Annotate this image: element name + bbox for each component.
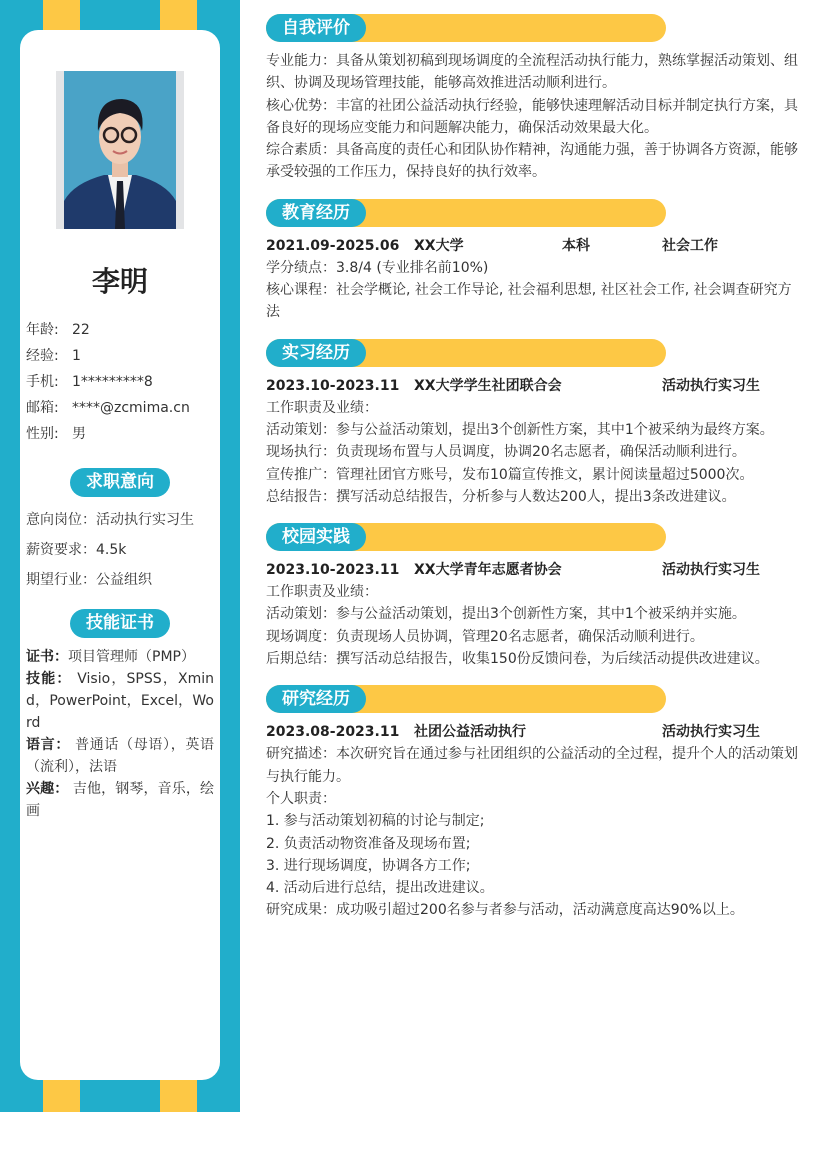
section-internship xyxy=(266,339,800,508)
info-value: ****@zcmima.cn xyxy=(72,400,190,416)
intent-list xyxy=(26,510,194,600)
text-line: 核心优势：丰富的社团公益活动执行经验，能够快速理解活动目标并制定执行方案，具备良好的现场应变能力和问题解决能力，确保活动效果最大化。 xyxy=(266,97,798,136)
entry-role: 活动执行实习生 xyxy=(662,377,760,394)
skill-label: 技能： xyxy=(26,671,72,687)
info-value: 1 xyxy=(72,348,81,364)
info-label: 年龄: xyxy=(26,322,59,338)
section-title: 校园实践 xyxy=(266,523,366,551)
entry-org: XX大学学生社团联合会 xyxy=(414,377,562,394)
text-line: 个人职责： xyxy=(266,790,336,807)
section-education xyxy=(266,199,800,324)
entry-header xyxy=(266,721,800,743)
skill-value: 吉他，钢琴，音乐，绘画 xyxy=(26,781,214,819)
entry-date: 2023.08-2023.11 xyxy=(266,724,400,741)
section-title: 教育经历 xyxy=(266,199,366,227)
basic-info xyxy=(26,320,190,450)
sidebar xyxy=(0,0,240,1112)
intent-heading: 求职意向 xyxy=(70,468,170,497)
section-self-evaluation xyxy=(266,14,800,184)
text-line: 学分绩点：3.8/4 (专业排名前10%) xyxy=(266,259,489,276)
bottom-stripe xyxy=(160,1080,197,1112)
info-label: 性别: xyxy=(26,426,59,442)
skill-label: 兴趣： xyxy=(26,781,69,797)
text-line: 专业能力：具备从策划初稿到现场调度的全流程活动执行能力，熟练掌握活动策划、组织、协调及现场管理技能，能够高效推进活动顺利进行。 xyxy=(266,53,798,92)
section-title: 实习经历 xyxy=(266,339,366,367)
intent-item: 意向岗位：活动执行实习生 xyxy=(26,512,194,528)
text-line: 2. 负责活动物资准备及现场布置; xyxy=(266,835,471,852)
entry-org: 社团公益活动执行 xyxy=(414,724,526,741)
entry-role: 活动执行实习生 xyxy=(662,562,760,579)
entry-header xyxy=(266,559,800,581)
profile-card xyxy=(20,30,220,1080)
section-title: 自我评价 xyxy=(266,14,366,42)
main-content xyxy=(266,14,800,937)
entry-date: 2023.10-2023.11 xyxy=(266,562,400,579)
section-header xyxy=(266,685,666,713)
entry-header xyxy=(266,375,800,397)
entry-org: XX大学青年志愿者协会 xyxy=(414,562,562,579)
text-line: 活动策划：参与公益活动策划，提出3个创新性方案，其中1个被采纳并实施。 xyxy=(266,606,746,623)
section-header xyxy=(266,199,666,227)
entry-degree: 本科 xyxy=(562,237,590,254)
text-line: 总结报告：撰写活动总结报告，分析参与人数达200人，提出3条改进建议。 xyxy=(266,488,736,505)
section-campus-practice xyxy=(266,523,800,670)
top-stripe xyxy=(160,0,197,30)
intent-item: 期望行业：公益组织 xyxy=(26,572,152,588)
text-line: 研究成果：成功吸引超过200名参与者参与活动，活动满意度高达90%以上。 xyxy=(266,902,744,919)
text-line: 后期总结：撰写活动总结报告，收集150份反馈问卷，为后续活动提供改进建议。 xyxy=(266,651,769,668)
entry-date: 2023.10-2023.11 xyxy=(266,377,400,394)
text-line: 现场调度：负责现场人员协调，管理20名志愿者，确保活动顺利进行。 xyxy=(266,628,704,645)
text-line: 工作职责及业绩： xyxy=(266,399,378,416)
top-stripe xyxy=(43,0,80,30)
text-line: 综合素质：具备高度的责任心和团队协作精神，沟通能力强，善于协调各方资源，能够承受较强的工作压力，保持良好的执行效率。 xyxy=(266,142,798,181)
skills-heading: 技能证书 xyxy=(70,609,170,638)
entry-date: 2021.09-2025.06 xyxy=(266,237,400,254)
text-line: 核心课程：社会学概论, 社会工作导论, 社会福利思想, 社区社会工作, 社会调查研究方法 xyxy=(266,282,792,321)
text-line: 研究描述：本次研究旨在通过参与社团组织的公益活动的全过程，提升个人的活动策划与执行能力。 xyxy=(266,746,798,785)
profile-photo xyxy=(56,71,184,229)
bottom-stripe xyxy=(43,1080,80,1112)
info-label: 手机: xyxy=(26,374,59,390)
section-header xyxy=(266,339,666,367)
intent-item: 薪资要求：4.5k xyxy=(26,542,127,558)
entry-header xyxy=(266,235,800,257)
skill-value: Visio，SPSS，Xmind，PowerPoint，Excel，Word xyxy=(26,671,215,731)
profile-name: 李明 xyxy=(91,265,148,298)
section-header xyxy=(266,14,666,42)
info-value: 1*********8 xyxy=(72,374,153,390)
skills-list xyxy=(26,646,214,822)
info-label: 经验: xyxy=(26,348,59,364)
entry-role: 活动执行实习生 xyxy=(662,724,760,741)
skill-value: 普通话（母语），英语（流利），法语 xyxy=(26,737,215,775)
skill-label: 证书： xyxy=(26,649,68,665)
info-value: 男 xyxy=(72,426,86,442)
skill-value: 项目管理师（PMP） xyxy=(68,649,195,665)
skill-label: 语言： xyxy=(26,737,70,753)
entry-org: XX大学 xyxy=(414,237,464,254)
avatar-icon xyxy=(64,71,176,229)
text-line: 现场执行：负责现场布置与人员调度，协调20名志愿者，确保活动顺利进行。 xyxy=(266,444,746,461)
section-title: 研究经历 xyxy=(266,685,366,713)
entry-role: 社会工作 xyxy=(662,237,718,254)
section-research xyxy=(266,685,800,921)
text-line: 活动策划：参与公益活动策划，提出3个创新性方案，其中1个被采纳为最终方案。 xyxy=(266,421,774,438)
text-line: 1. 参与活动策划初稿的讨论与制定; xyxy=(266,813,485,830)
text-line: 4. 活动后进行总结，提出改进建议。 xyxy=(266,880,494,897)
section-header xyxy=(266,523,666,551)
text-line: 工作职责及业绩： xyxy=(266,584,378,601)
info-value: 22 xyxy=(72,322,90,338)
info-label: 邮箱: xyxy=(26,400,59,416)
text-line: 宣传推广：管理社团官方账号，发布10篇宣传推文，累计阅读量超过5000次。 xyxy=(266,466,754,483)
text-line: 3. 进行现场调度，协调各方工作; xyxy=(266,857,471,874)
